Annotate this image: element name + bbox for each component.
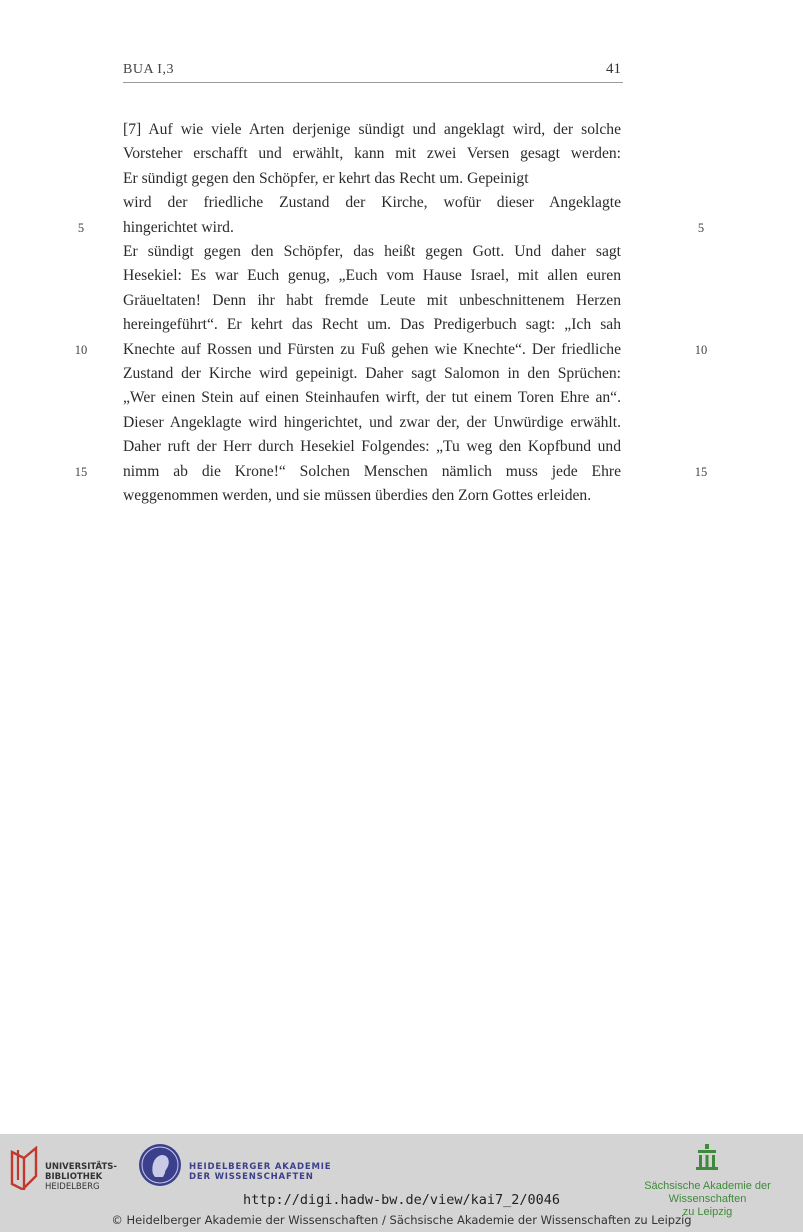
text-line: weggenommen werden, und sie müssen überdies den Zorn Gottes erleiden. bbox=[123, 487, 592, 504]
ub-heidelberg-icon bbox=[8, 1146, 40, 1190]
line-number-right: 15 bbox=[694, 464, 708, 479]
page-number: 41 bbox=[606, 61, 621, 77]
line-number-right: 10 bbox=[694, 342, 708, 357]
saw-leipzig-name: Sächsische Akademie der Wissenschaften zu Leipzig bbox=[644, 1180, 771, 1218]
text-line: Er sündigt gegen den Schöpfer, er kehrt das Recht um. Gepeinigt bbox=[123, 169, 529, 187]
copyright-notice: © Heidelberger Akademie der Wissenschaften / Sächsische Akademie der Wissenschaften zu Leipzig bbox=[111, 1213, 692, 1227]
text-line: hingerichtet wird. bbox=[123, 218, 234, 236]
text-line: Knechte auf Rossen und Fürsten zu Fuß gehen wie Knechte“. Der friedliche bbox=[123, 340, 621, 358]
text-line: Er sündigt gegen den Schöpfer, das heißt gegen Gott. Und daher sagt bbox=[123, 243, 621, 260]
text-line: hereingeführt“. Er kehrt das Recht um. Das Predigerbuch sagt: „Ich sah bbox=[123, 316, 621, 334]
text-line: wird der friedliche Zustand der Kirche, wofür dieser Angeklagte bbox=[123, 194, 621, 212]
running-title: BUA I,3 bbox=[123, 62, 174, 77]
running-head bbox=[123, 60, 623, 83]
text-line: Zustand der Kirche wird gepeinigt. Daher sagt Salomon in den Sprüchen: bbox=[123, 365, 621, 382]
ub-heidelberg-name: UNIVERSITÄTS- BIBLIOTHEK HEIDELBERG bbox=[45, 1162, 117, 1192]
line-number-left: 10 bbox=[74, 342, 88, 357]
hadw-name: HEIDELBERGER AKADEMIE DER WISSENSCHAFTEN bbox=[189, 1162, 332, 1182]
permalink-url[interactable]: http://digi.hadw-bw.de/view/kai7_2/0046 bbox=[243, 1192, 560, 1208]
text-line: Vorsteher erschafft und erwählt, kann mit zwei Versen gesagt werden: bbox=[123, 145, 621, 163]
line-number-left: 5 bbox=[77, 220, 85, 235]
text-line: [7] Auf wie viele Arten derjenige sündigt und angeklagt wird, der solche bbox=[123, 121, 621, 138]
text-line: Daher ruft der Herr durch Hesekiel Folgendes: „Tu weg den Kopfbund und bbox=[123, 438, 621, 456]
line-number-left: 15 bbox=[74, 464, 88, 479]
hadw-seal-icon bbox=[139, 1144, 181, 1186]
hadw-logo[interactable] bbox=[139, 1144, 339, 1190]
viewer-footer bbox=[0, 1134, 803, 1232]
line-number-right: 5 bbox=[697, 220, 705, 235]
text-line: Hesekiel: Es war Euch genug, „Euch vom Hause Israel, mit allen euren bbox=[123, 267, 621, 285]
saw-building-icon bbox=[696, 1144, 718, 1170]
text-line: Gräueltaten! Denn ihr habt fremde Leute mit unbeschnittenem Herzen bbox=[123, 291, 621, 309]
ub-heidelberg-logo[interactable] bbox=[8, 1146, 118, 1196]
text-line: Dieser Angeklagte wird hingerichtet, und zwar der, der Unwürdige erwählt. bbox=[123, 413, 621, 431]
text-line: „Wer einen Stein auf einen Steinhaufen wirft, der tut einem Toren Ehre an“. bbox=[123, 389, 621, 407]
text-line: nimm ab die Krone!“ Solchen Menschen nämlich muss jede Ehre bbox=[123, 462, 621, 480]
